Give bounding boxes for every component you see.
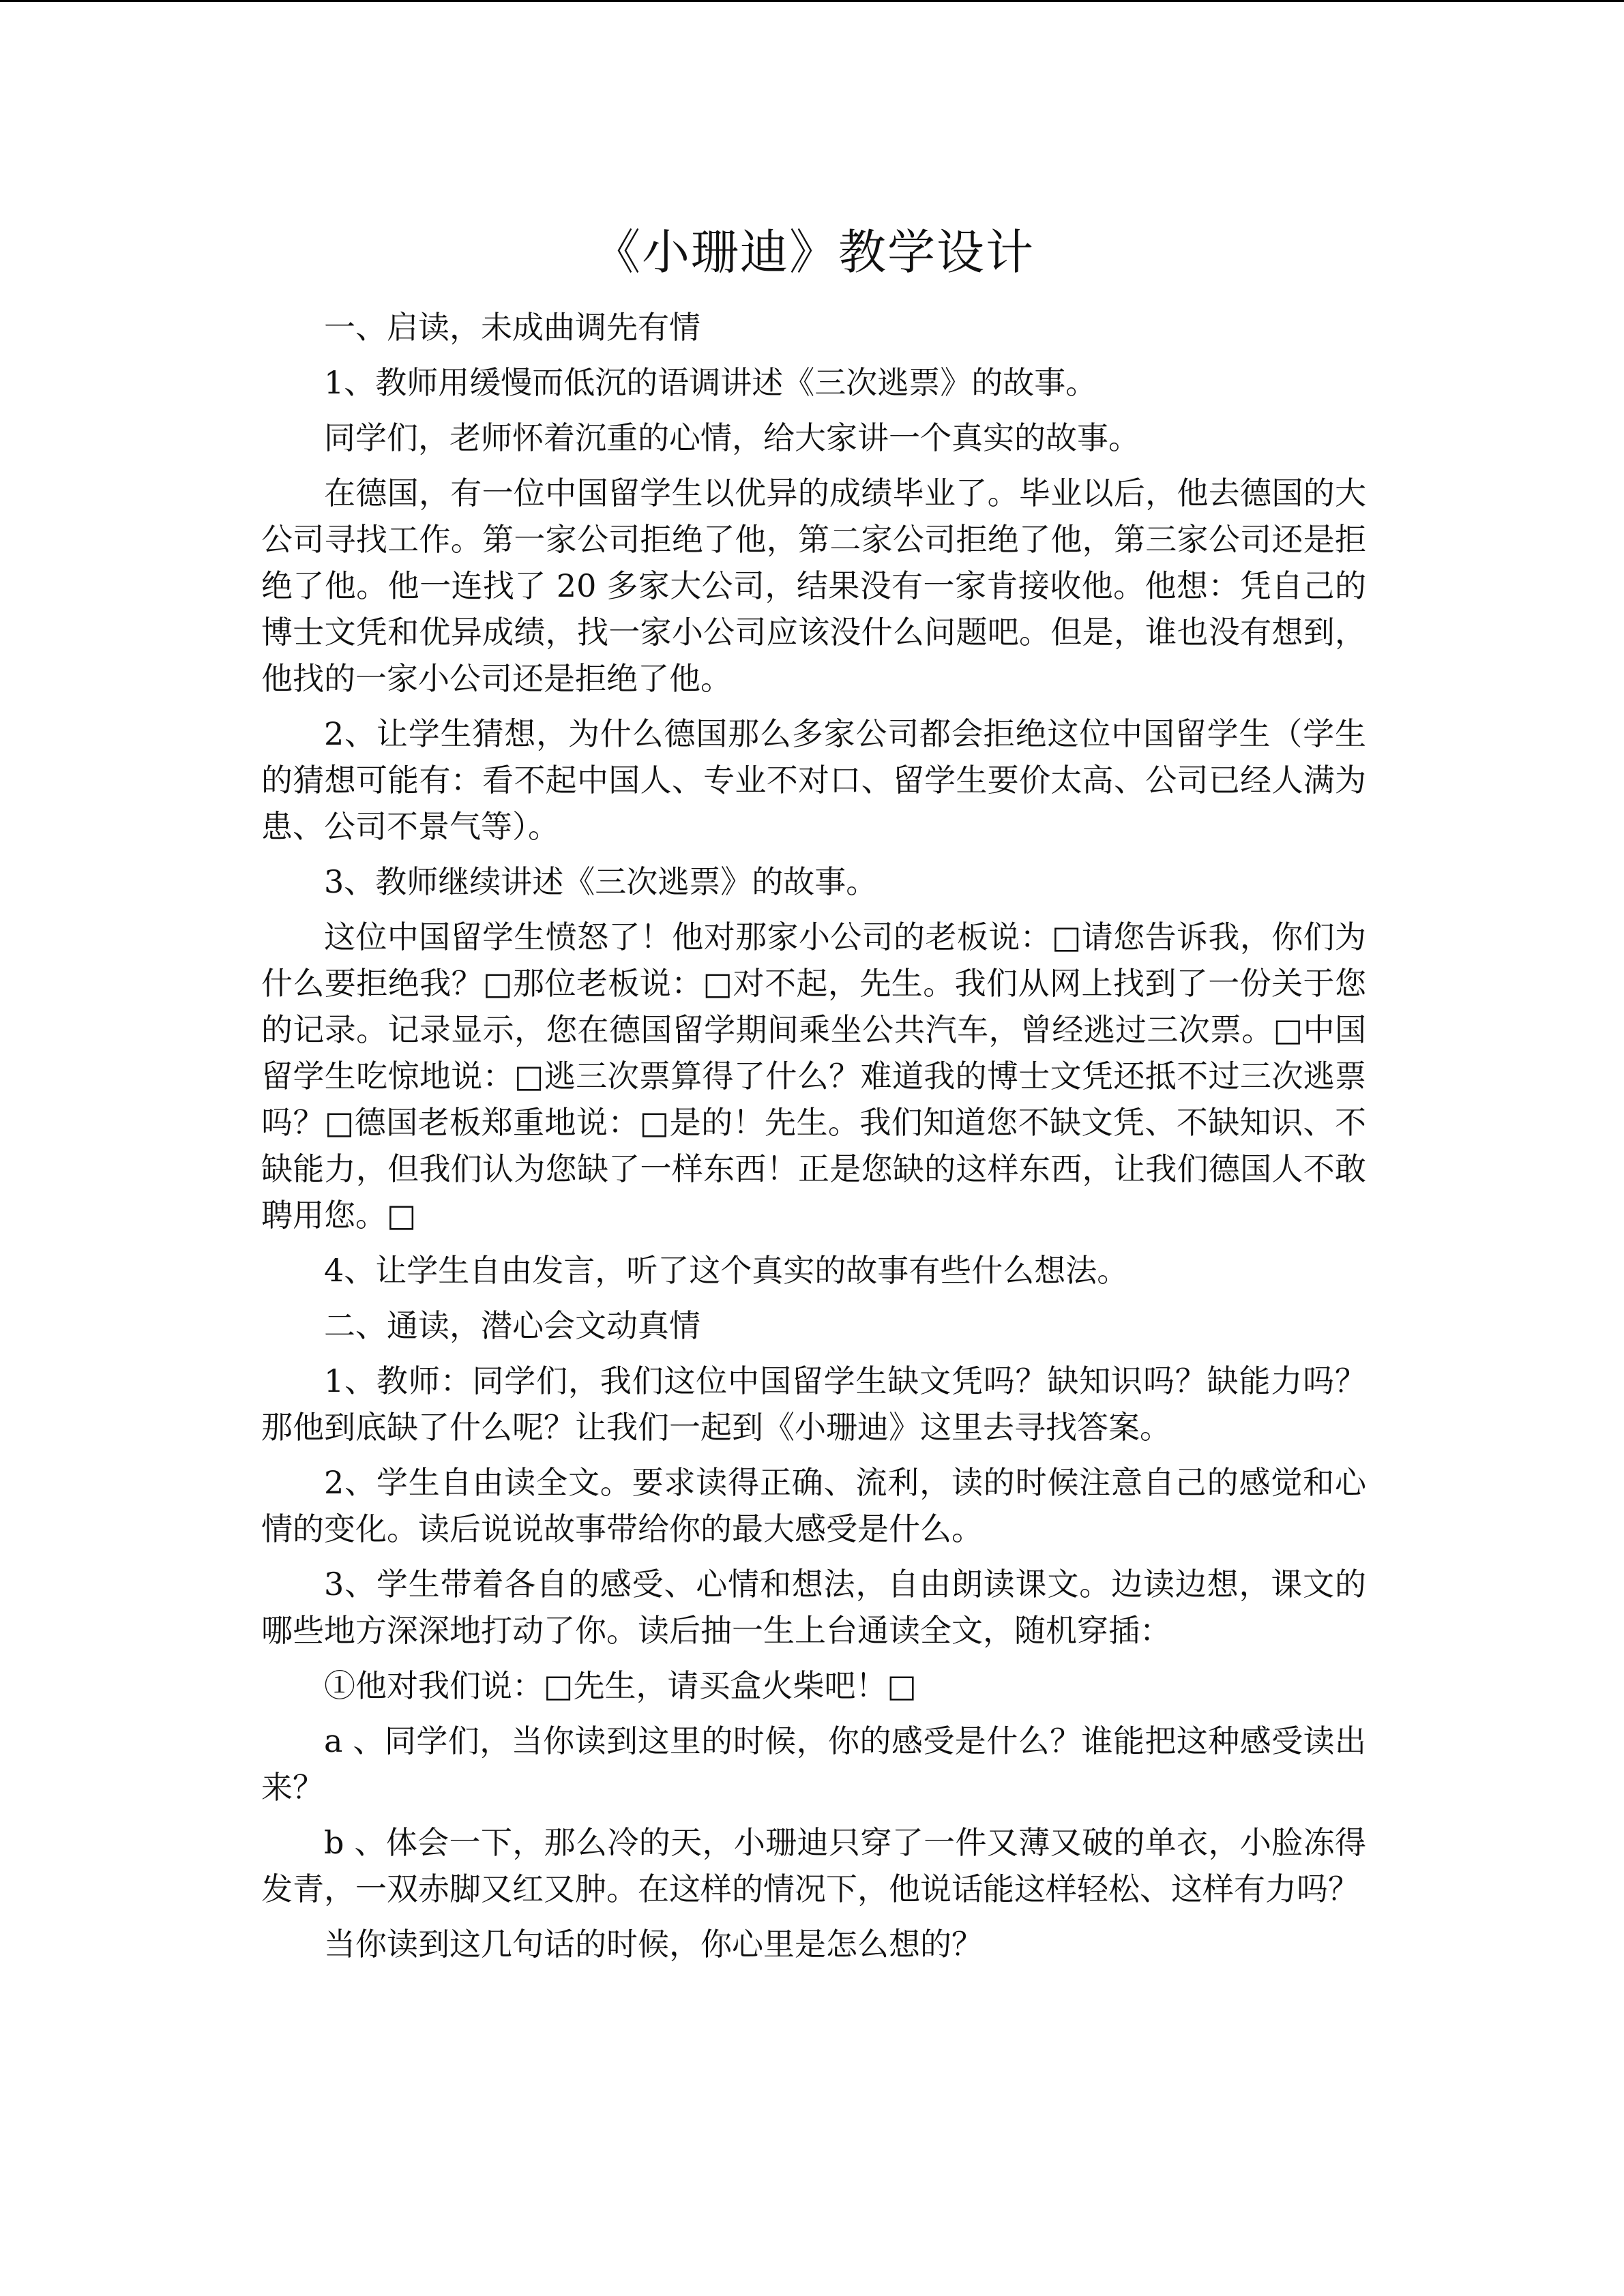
section-heading-2: 二、通读，潜心会文动真情	[324, 1307, 700, 1344]
paragraph: b 、体会一下，那么冷的天，小珊迪只穿了一件又薄又破的单衣，小脸冻得发青，一双赤脚又红又肿。在这样的情况下，他说话能这样轻松、这样有力吗？	[261, 1824, 1366, 1907]
paragraph: 3、教师继续讲述《三次逃票》的故事。	[324, 863, 878, 900]
paragraph: 当你读到这几句话的时候，你心里是怎么想的？	[324, 1926, 983, 1963]
document-title: 《小珊迪》教学设计	[593, 224, 1035, 280]
paragraph: 在德国，有一位中国留学生以优异的成绩毕业了。毕业以后，他去德国的大公司寻找工作。第一家公司拒绝了他，第二家公司拒绝了他，第三家公司还是拒绝了他。他一连找了 20 多家大公司，结果没有一家肯接收他。他想：凭自己的博士文凭和优异成绩，找一家小公司应该没什么问题吧。但是，谁也没有想到，他找的一家小公司还是拒绝了他。	[261, 475, 1366, 697]
paragraph: ①他对我们说：□先生，请买盒火柴吧！□	[324, 1667, 917, 1704]
paragraph: 2、学生自由读全文。要求读得正确、流利，读的时候注意自己的感觉和心情的变化。读后说说故事带给你的最大感受是什么。	[261, 1464, 1366, 1547]
paragraph: 同学们，老师怀着沉重的心情，给大家讲一个真实的故事。	[324, 419, 1140, 456]
paragraph: 2、让学生猜想，为什么德国那么多家公司都会拒绝这位中国留学生（学生的猜想可能有：看不起中国人、专业不对口、留学生要价太高、公司已经人满为患、公司不景气等）。	[261, 715, 1366, 845]
document-page	[261, 218, 1366, 1976]
paragraph: 3、学生带着各自的感受、心情和想法，自由朗读课文。边读边想，课文的哪些地方深深地打动了你。读后抽一生上台通读全文，随机穿插：	[261, 1566, 1366, 1649]
paragraph: 1、教师用缓慢而低沉的语调讲述《三次逃票》的故事。	[324, 364, 1097, 401]
page-top-border	[0, 0, 1624, 2]
section-heading-1: 一、启读，未成曲调先有情	[324, 309, 700, 346]
paragraph: a 、同学们，当你读到这里的时候，你的感受是什么？谁能把这种感受读出来？	[261, 1723, 1366, 1806]
paragraph: 4、让学生自由发言，听了这个真实的故事有些什么想法。	[324, 1252, 1129, 1289]
paragraph: 这位中国留学生愤怒了！他对那家小公司的老板说：□请您告诉我，你们为什么要拒绝我？□那位老板说：□对不起，先生。我们从网上找到了一份关于您的记录。记录显示，您在德国留学期间乘坐公共汽车，曾经逃过三次票。□中国留学生吃惊地说：□逃三次票算得了什么？难道我的博士文凭还抵不过三次逃票吗？□德国老板郑重地说：□是的！先生。我们知道您不缺文凭、不缺知识、不缺能力，但我们认为您缺了一样东西！正是您缺的这样东西，让我们德国人不敢聘用您。□	[261, 919, 1366, 1234]
paragraph: 1、教师：同学们，我们这位中国留学生缺文凭吗？缺知识吗？缺能力吗？那他到底缺了什么呢？让我们一起到《小珊迪》这里去寻找答案。	[261, 1362, 1366, 1446]
